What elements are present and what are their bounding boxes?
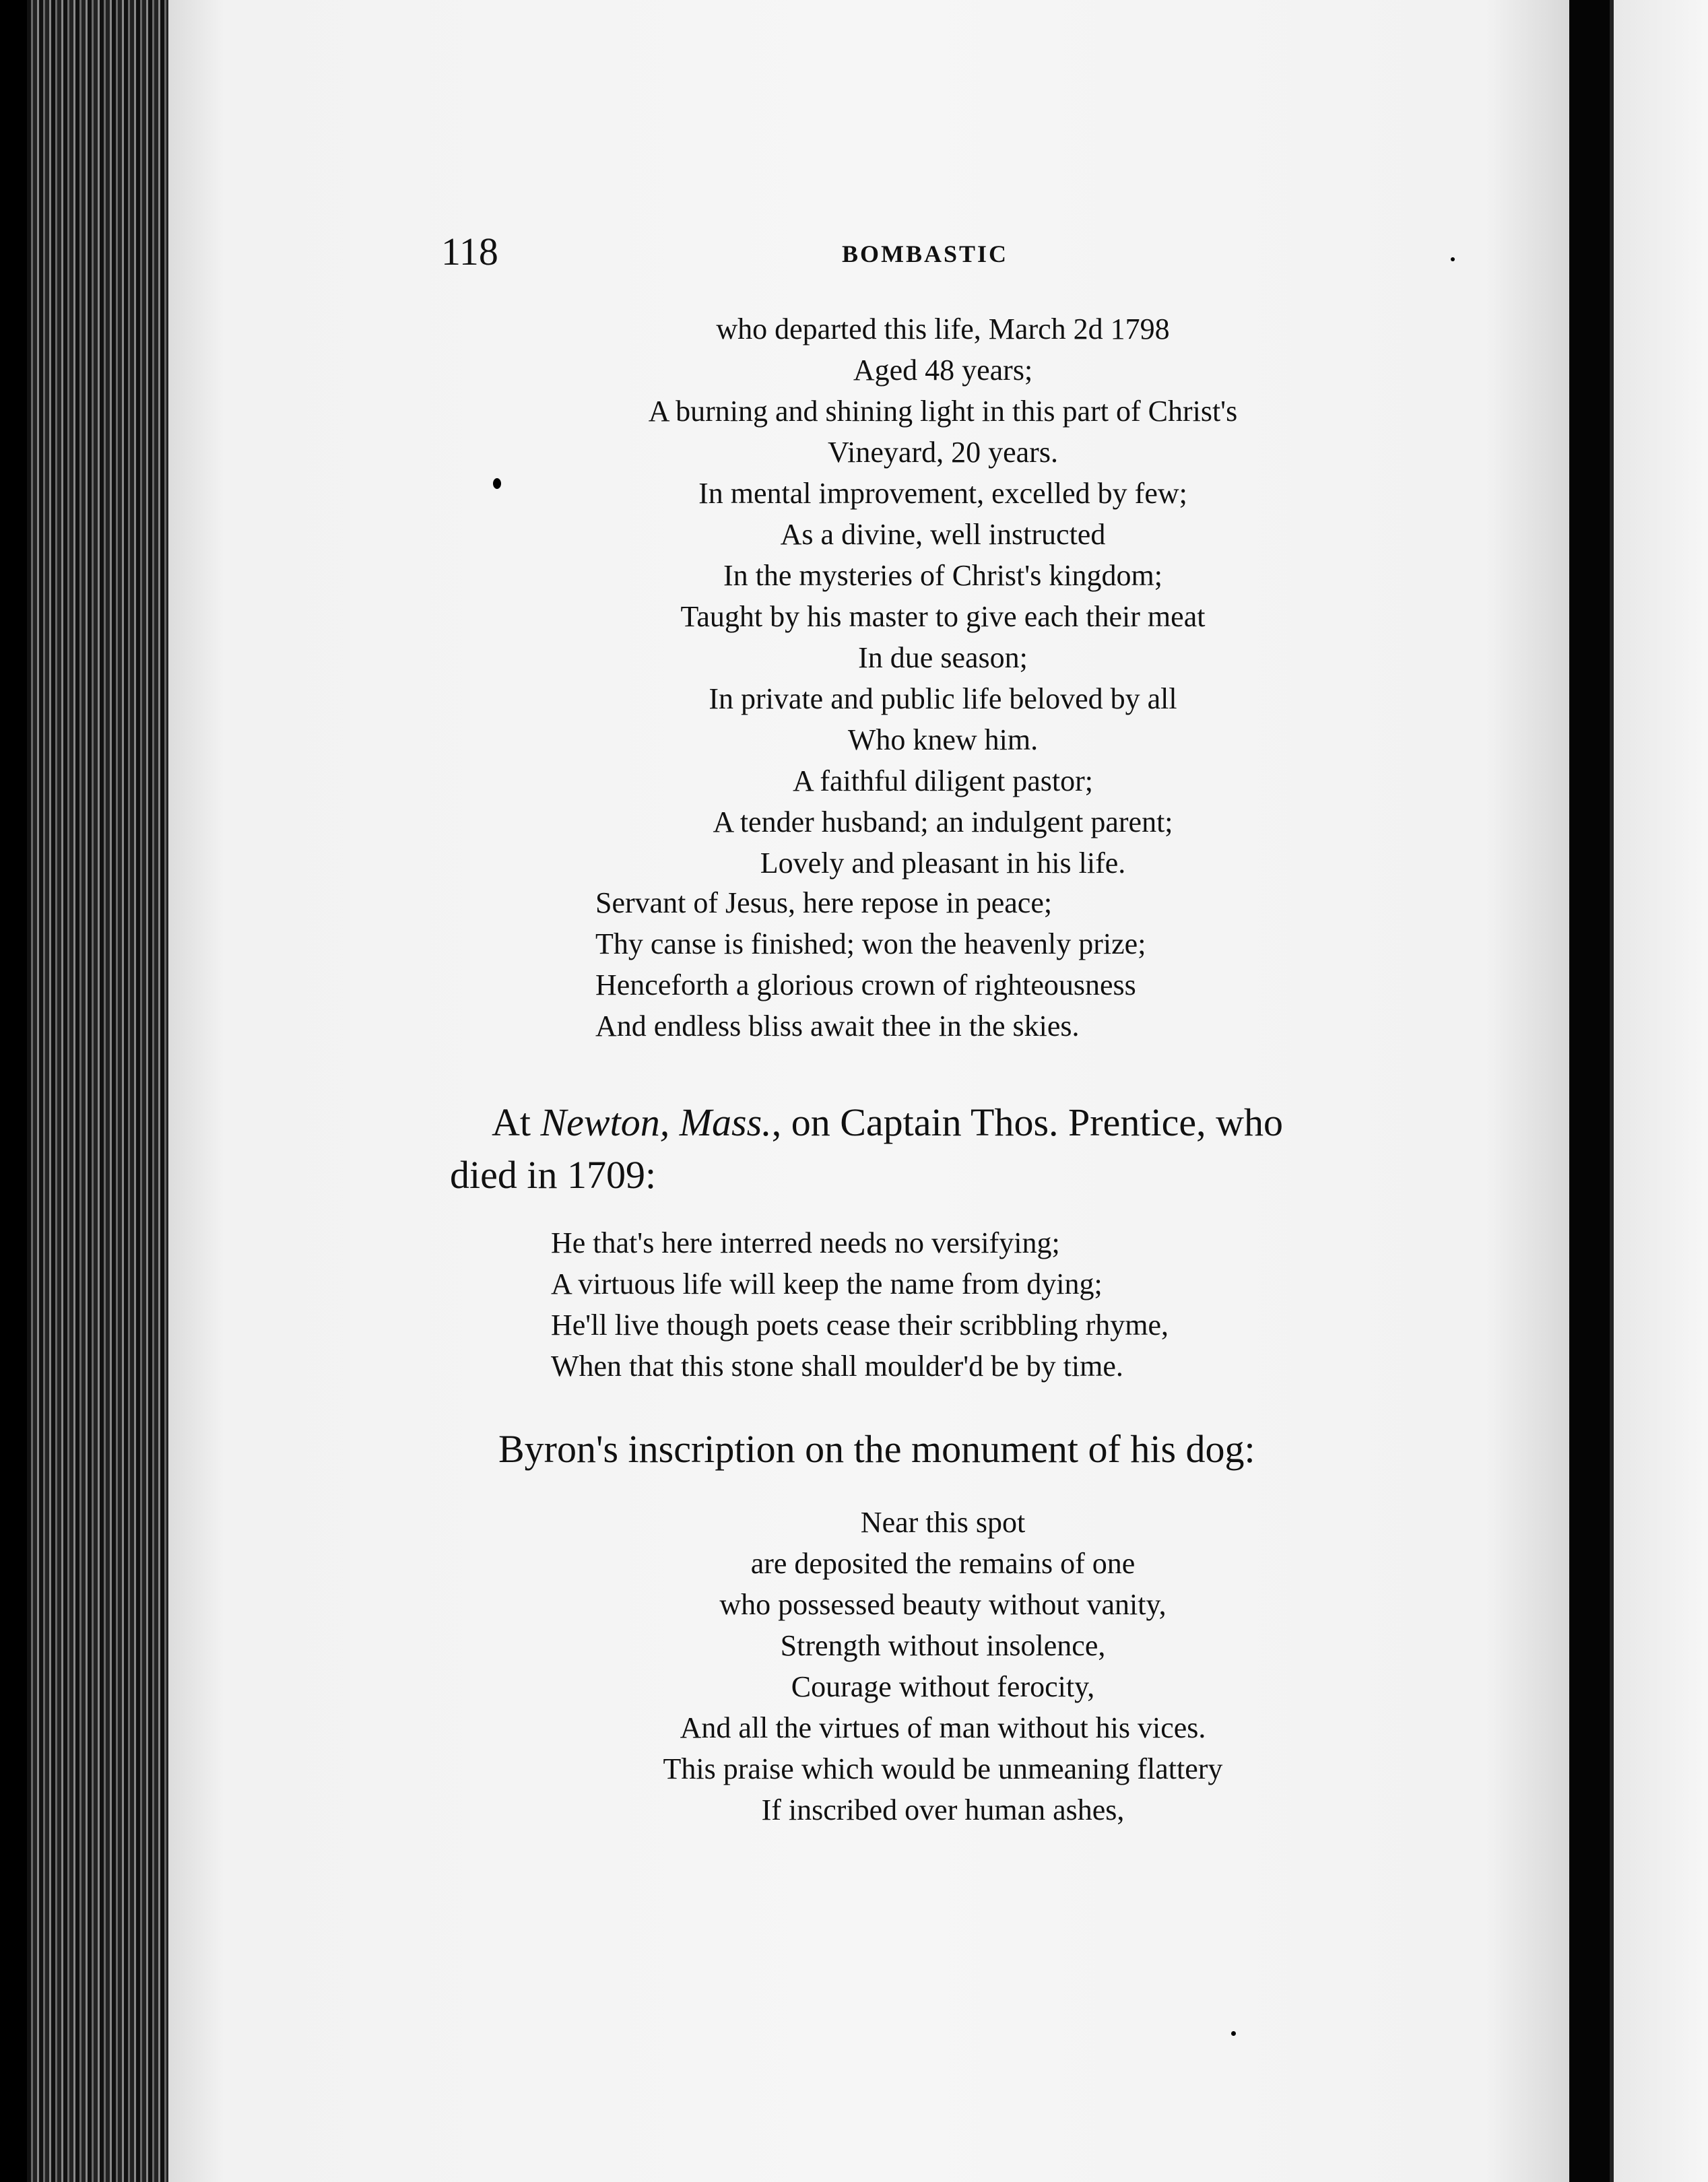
book-gutter bbox=[1569, 0, 1610, 2182]
heading-line-2: died in 1709: bbox=[450, 1153, 657, 1197]
verse-line: In private and public life beloved by all bbox=[709, 682, 1177, 715]
verse-line: He'll live though poets cease their scribbling rhyme, bbox=[551, 1309, 1169, 1342]
page-edge-stack bbox=[27, 0, 182, 2182]
verse-line: And endless bliss await thee in the skies. bbox=[595, 1010, 1080, 1043]
newton-section-heading bbox=[450, 1096, 1501, 1201]
ink-speck bbox=[1451, 257, 1455, 261]
heading-rest: , on Captain Thos. Prentice, who bbox=[771, 1100, 1283, 1144]
verse-line: Henceforth a glorious crown of righteousness bbox=[595, 968, 1136, 1001]
ink-speck bbox=[1231, 2031, 1236, 2036]
verse-line: are deposited the remains of one bbox=[750, 1547, 1136, 1580]
byron-section-heading: Byron's inscription on the monument of his dog: bbox=[498, 1427, 1255, 1471]
verse-line: Near this spot bbox=[860, 1506, 1026, 1539]
verse-line: Who knew him. bbox=[847, 723, 1039, 756]
verse-line: And all the virtues of man without his vices. bbox=[680, 1711, 1206, 1744]
verse-line: Lovely and pleasant in his life. bbox=[760, 847, 1126, 880]
verse-line: Servant of Jesus, here repose in peace; bbox=[595, 886, 1053, 919]
verse-line: who departed this life, March 2d 1798 bbox=[716, 312, 1170, 345]
verse-line: Taught by his master to give each their meat bbox=[680, 600, 1206, 633]
verse-line: Aged 48 years; bbox=[853, 354, 1033, 387]
newton-epitaph-verse bbox=[551, 1222, 1169, 1387]
verse-line: who possessed beauty without vanity, bbox=[719, 1588, 1167, 1621]
running-head: BOMBASTIC bbox=[842, 240, 1009, 267]
heading-place: Newton, Mass. bbox=[540, 1100, 772, 1144]
verse-line: If inscribed over human ashes, bbox=[761, 1793, 1125, 1826]
heading-prefix: At bbox=[492, 1100, 541, 1144]
verse-line: In mental improvement, excelled by few; bbox=[698, 477, 1187, 510]
verse-line: When that this stone shall moulder'd be by time. bbox=[551, 1350, 1123, 1383]
verse-line: A burning and shining light in this part of Christ's bbox=[648, 395, 1238, 428]
verse-line: As a divine, well instructed bbox=[780, 518, 1106, 551]
epitaph-centered-lines bbox=[485, 308, 1401, 884]
verse-line: He that's here interred needs no versifying; bbox=[551, 1226, 1060, 1259]
verse-line: A virtuous life will keep the name from dying; bbox=[551, 1267, 1103, 1300]
verse-line: A tender husband; an indulgent parent; bbox=[713, 805, 1173, 838]
verse-line: Courage without ferocity, bbox=[791, 1670, 1095, 1703]
verse-line: A faithful diligent pastor; bbox=[792, 764, 1094, 797]
verse-line: In the mysteries of Christ's kingdom; bbox=[723, 559, 1162, 592]
page-number: 118 bbox=[441, 230, 498, 273]
epitaph-closing-verse bbox=[595, 882, 1146, 1047]
verse-line: This praise which would be unmeaning flattery bbox=[663, 1752, 1223, 1785]
ink-speck bbox=[493, 478, 501, 489]
verse-line: In due season; bbox=[858, 641, 1028, 674]
byron-inscription-verse bbox=[485, 1502, 1401, 1830]
verse-line: Strength without insolence, bbox=[780, 1629, 1106, 1662]
facing-page-edge bbox=[1610, 0, 1708, 2182]
verse-line: Vineyard, 20 years. bbox=[828, 436, 1058, 469]
verse-line: Thy canse is finished; won the heavenly prize; bbox=[595, 927, 1146, 960]
